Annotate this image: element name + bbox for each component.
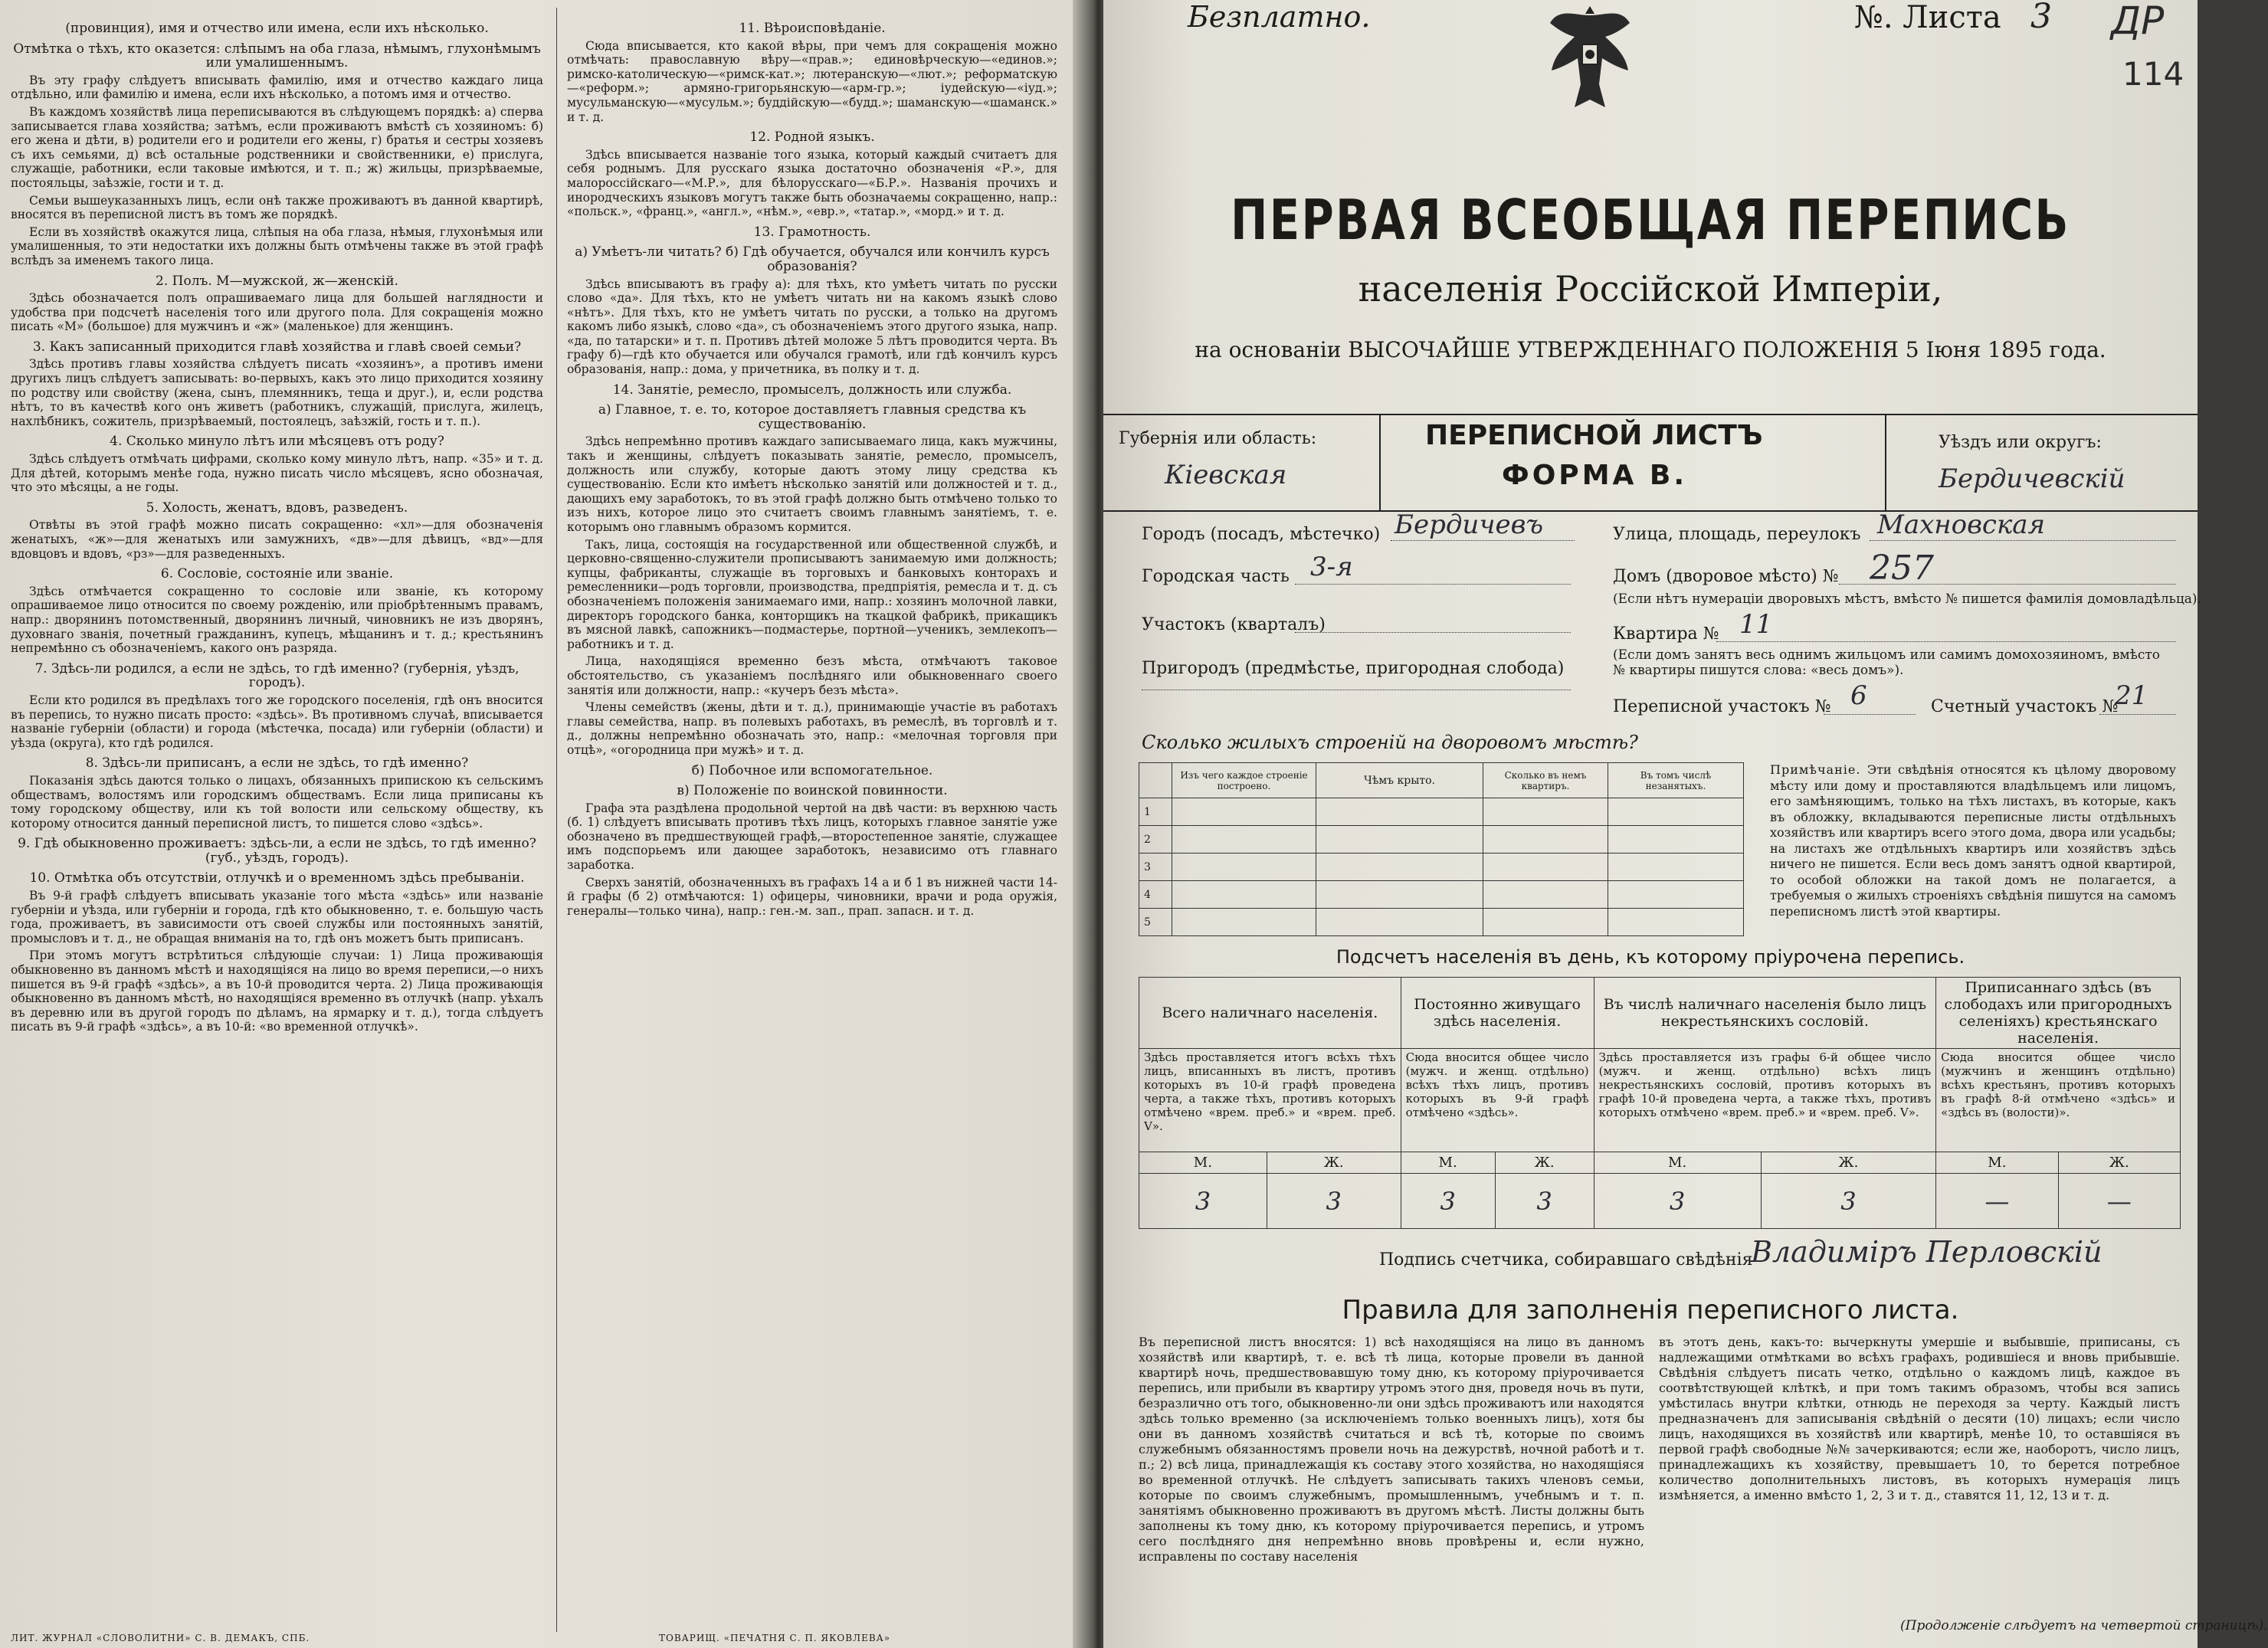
instruction-paragraph: Такъ, лица, состоящія на государственной или общественной службѣ, и церковно-священно-служители прописываютъ занимаемую ими должность; купцы, фабриканты, служащіе въ торговыхъ и банковыхъ конторахъ и ремесленники—родъ торговли, производства, предпріятія, ремесла и т. д. съ обозначеніемъ положенія занимаемаго ими, напр.: хозяинъ молочной лавки, директоръ городского банка, конторщикъ на ткацкой фабрикѣ, прикащикъ въ мясной лавкѣ, сапожникъ—подмастерье, портной—ученикъ, землекопъ—работникъ и т. д. bbox=[567, 537, 1057, 651]
buildings-table-row bbox=[1139, 853, 1744, 881]
bld-header-vacant: Въ томъ числѣ незанятыхъ. bbox=[1608, 763, 1744, 798]
ulitsa-value: Махновская bbox=[1877, 509, 2046, 540]
instruction-paragraph: Здѣсь вписывается названіе того языка, который каждый считаетъ для себя роднымъ. Для русскаго языка достаточно обозначенія «Р.», для малороссійскаго—«М.Р.», для бѣлорусскаго—«Б.Р.». Названія прочихъ и инородческихъ языковъ могутъ также быть обозначаемы сокращенно, напр.: «польск.», «франц.», «англ.», «нѣм.», «евр.», «татар.», «морд.» и т. д. bbox=[567, 147, 1057, 219]
rules-text-right: въ этотъ день, какъ-то: вычеркнуты умершіе и выбывшіе, приписаны, съ надлежащими отмѣтками во всѣхъ графахъ, родившіеся и вновь прибывшіе. Свѣдѣнія слѣдуетъ писать четко, отдѣльно о каждомъ лицѣ, каждое въ соотвѣтствующей клѣткѣ, и при томъ такимъ образомъ, чтобы вся запись умѣстилась внутри клѣтки, отнюдь не переходя за черту. Каждый листъ предназначенъ для записыванія свѣдѣній о десяти (10) лицахъ; если число лицъ, находящихся въ хозяйствѣ или квартирѣ, менѣе 10, то оставшіяся въ первой графѣ свободные №№ зачеркиваются; если же, наоборотъ, число лицъ, принадлежащихъ къ хозяйству, превышаетъ 10, то берется потребное количество дополнительныхъ листовъ, въ которыхъ нумерація лицъ измѣняется, а именно вмѣсто 1, 2, 3 и т. д., ставятся 11, 12, 13 и т. д. bbox=[1659, 1335, 2180, 1502]
dom-label: Домъ (дворовое мѣсто) № bbox=[1613, 567, 1839, 586]
schet-uchastok-blank bbox=[2099, 714, 2176, 715]
count-present-female: 3 bbox=[1267, 1174, 1401, 1229]
uchastok-blank bbox=[1295, 632, 1571, 633]
buildings-table-header bbox=[1139, 763, 1744, 798]
bld-row-number: 4 bbox=[1139, 881, 1172, 909]
gorod-blank bbox=[1391, 540, 1575, 541]
instruction-heading: 12. Родной языкъ. bbox=[749, 129, 875, 146]
population-count-table bbox=[1139, 977, 2181, 1229]
kvartira-note: (Если домъ занятъ весь однимъ жильцомъ или самимъ домохозяиномъ, вмѣсто № квартиры пишутся слова: «весь домъ»). bbox=[1613, 647, 2161, 678]
count-col-body-present: Здѣсь проставляется итогъ всѣхъ тѣхъ лицъ, вписанныхъ въ листъ, противъ которыхъ въ 10-й графѣ проведена черта, а также тѣхъ, противъ которыхъ отмѣчено «врем. преб.» и «врем. преб. V». bbox=[1139, 1049, 1401, 1152]
buildings-note-text: Эти свѣдѣнія относятся къ цѣлому дворовому мѣсту или дому и проставляются владѣльцемъ или лицомъ, его замѣняющимъ, только на тѣхъ листахъ, въ которые, какъ въ обложку, вкладываются переписные листы отдѣльныхъ хозяйствъ или квартиръ всего этого дома, двора или усадьбы; на листахъ же отдѣльныхъ квартиръ или хозяйствъ здѣсь ничего не пишется. Если весь домъ занятъ одной квартирой, то особой обложки на такой домъ не полагается, а требуемыя о жилыхъ строеніяхъ свѣдѣнія пишутся на самомъ переписномъ листѣ этой квартиры. bbox=[1770, 762, 2177, 919]
rules-text-left: Въ переписной листъ вносятся: 1) всѣ находящіяся на лицо въ данномъ хозяйствѣ или квартирѣ, т. е. всѣ тѣ лица, которые провели въ данной квартирѣ ночь, предшествовавшую тому дню, къ которому пріурочивается перепись, или прибыли въ квартиру утромъ этого дня, проведя ночь въ пути, безразлично отъ того, обыкновенно-ли они здѣсь проживаютъ или находятся здѣсь только временно (за исключеніемъ только военныхъ лицъ), хотя бы они въ данномъ хозяйствѣ считаться и всѣ тѣ, которые по своимъ служебнымъ обязанностямъ провели ночь на дежурствѣ, ночной работѣ и т. п.; 2) всѣ лица, принадлежащія къ составу этого хозяйства, но находящіяся во временной отлучкѣ. Не слѣдуетъ записывать такихъ членовъ семьи, которые по своимъ служебнымъ, промышленнымъ, учебнымъ и т. п. занятіямъ обыкновенно проживаютъ въ другомъ мѣстѣ. Листы должны быть заполнены къ тому дню, къ которому пріурочивается перепись, и утромъ сего послѣдняго дня непремѣнно вновь провѣрены и, если нужно, исправлены по составу населенія bbox=[1139, 1335, 1644, 1564]
form-letter: ФОРМА В. bbox=[1502, 460, 1688, 491]
buildings-note-title: Примѣчаніе. bbox=[1770, 762, 1861, 777]
count-header-row bbox=[1139, 978, 2181, 1049]
male-label: М. bbox=[1594, 1152, 1761, 1174]
enumerator-signature: Владиміръ Перловскій bbox=[1751, 1235, 2102, 1269]
sheet-number-value: 3 bbox=[2030, 0, 2052, 36]
instruction-heading: в) Положеніе по воинской повинности. bbox=[677, 783, 948, 799]
form-sheet-title: ПЕРЕПИСНОЙ ЛИСТЪ bbox=[1425, 420, 1763, 451]
bld-header-apartments: Сколько въ немъ квартиръ. bbox=[1483, 763, 1608, 798]
count-values-row bbox=[1139, 1174, 2181, 1229]
instruction-paragraph: Лица, находящіяся временно безъ мѣста, отмѣчаютъ таковое обстоятельство, съ указаніемъ послѣдняго или обыкновеннаго своего занятія или должности, напр.: «кучеръ безъ мѣста». bbox=[567, 654, 1057, 697]
instruction-heading: 6. Сословіе, состояніе или званіе. bbox=[160, 566, 394, 582]
chast-label: Городская часть bbox=[1142, 567, 1290, 586]
schet-uchastok-label: Счетный участокъ № bbox=[1931, 697, 2119, 716]
buildings-note bbox=[1770, 762, 2176, 919]
count-permanent-male: 3 bbox=[1401, 1174, 1495, 1229]
form-subtitle: населенія Россійской Имперіи, bbox=[1358, 268, 1943, 310]
bld-header-material: Изъ чего каждое строеніе построено. bbox=[1172, 763, 1316, 798]
perep-uchastok-label: Переписной участокъ № bbox=[1613, 697, 1831, 716]
legal-basis: на основаніи ВЫСОЧАЙШЕ УТВЕРЖДЕННАГО ПОЛОЖЕНІЯ 5 Іюня 1895 года. bbox=[1195, 337, 2106, 362]
instruction-heading: (провинция), имя и отчество или имена, если ихъ нѣсколько. bbox=[65, 21, 489, 36]
instruction-paragraph: Если кто родился въ предѣлахъ того же городского поселенія, гдѣ онъ вносится въ перепись, то нужно писать просто: «здѣсь». Въ противномъ случаѣ, вписывается названіе губерніи (области) и города (мѣстечка, посада) или губерніи (области) и уѣзда (округа), кто гдѣ родился. bbox=[11, 693, 543, 750]
dom-value: 257 bbox=[1870, 549, 1934, 588]
instruction-paragraph: Отвѣты въ этой графѣ можно писать сокращенно: «хл»—для обозначенія женатыхъ, «ж»—для женатыхъ или замужнихъ, «дв»—для дѣвицъ, «вд»—для вдовцовъ и вдовъ, «рз»—для разведенныхъ. bbox=[11, 518, 543, 561]
count-col-head-permanent: Постоянно живущаго здѣсь населенія. bbox=[1401, 978, 1594, 1049]
instruction-paragraph: Здѣсь обозначается полъ опрашиваемаго лица для большей наглядности и удобства при подсчетѣ населенія того или другого пола. Для сокращенія можно писать «М» (большое) для мужчинъ и «ж» (маленькое) для женщинъ. bbox=[11, 291, 543, 334]
buildings-table-row bbox=[1139, 909, 1744, 936]
instruction-paragraph: Семьи вышеуказанныхъ лицъ, если онѣ также проживаютъ въ данной квартирѣ, вносятся въ переписной листъ въ томъ же порядкѣ. bbox=[11, 193, 543, 222]
schet-uchastok-value: 21 bbox=[2115, 680, 2148, 711]
instruction-heading: 13. Грамотность. bbox=[753, 224, 871, 240]
instruction-paragraph: Сверхъ занятій, обозначенныхъ въ графахъ 14 а и б 1 въ нижней части 14-й графы (б 2) отмѣчаются: 1) офицеры, чиновники, врачи и рода оружія, генералы—только чина), напр.: ген.-м. зап., прап. запасн. и т. д. bbox=[567, 875, 1057, 918]
count-col-body-noncrestyan: Здѣсь проставляется изъ графы 6-й общее число (мужч. и женщ. отдѣльно) всѣхъ лицъ некрестьянскихъ сословій, противъ которыхъ въ графѣ 10-й проведена черта, а также тѣхъ, противъ которыхъ отмѣчено «врем. преб.» и «врем. преб. V». bbox=[1594, 1049, 1936, 1152]
count-col-head-crestyan: Приписаннаго здѣсь (въ слободахъ или пригородныхъ селеніяхъ) крестьянскаго населенія. bbox=[1936, 978, 2181, 1049]
instruction-heading: 7. Здѣсь-ли родился, а если не здѣсь, то гдѣ именно? (губернія, уѣздъ, городъ). bbox=[34, 660, 519, 691]
instruction-paragraph: Въ каждомъ хозяйствѣ лица переписываются въ слѣдующемъ порядкѣ: а) сперва записывается глава хозяйства; затѣмъ, если проживаютъ вмѣстѣ съ хозяиномъ: б) его жена и дѣти, в) родители его и родители его жены, г) братья и сестры хозяевъ съ ихъ семьями, д) всѣ остальные родственники и свойственники, е) прислуга, служащіе, работники, если таковые имѣются, и т. п.; ж) жильцы, призрѣваемые, постояльцы, заѣзжіе, гости и т. д. bbox=[11, 104, 543, 190]
free-label: Безплатно. bbox=[1188, 0, 1371, 34]
sheet-number-label: №. Листа bbox=[1854, 0, 2001, 35]
female-label: Ж. bbox=[2058, 1152, 2180, 1174]
header-divider-left bbox=[1379, 414, 1381, 510]
uezd-value: Бердичевскій bbox=[1939, 464, 2125, 494]
ulitsa-label: Улица, площадь, переулокъ bbox=[1613, 525, 1861, 544]
instruction-heading: 9. Гдѣ обыкновенно проживаетъ: здѣсь-ли, а если не здѣсь, то гдѣ именно? (губ., уѣздъ, городъ). bbox=[18, 836, 536, 866]
archive-pencil-mark: ДР bbox=[2111, 0, 2165, 43]
column-divider bbox=[556, 8, 557, 1632]
instruction-paragraph: Здѣсь противъ главы хозяйства слѣдуетъ писать «хозяинъ», а противъ имени другихъ лицъ слѣдуетъ записывать: во-первыхъ, какъ это лицо приходится хозяину по родству или свойству (жена, сынъ, племянникъ, теща и друг.), и, если родства нѣтъ, то въ качествѣ кого онъ живетъ (работникъ, служащій, прислуга, жилецъ, нахлѣбникъ, сожитель, призрѣваемый, постоялецъ, заѣзжій, гость и т. п.). bbox=[11, 357, 543, 428]
bld-row-number: 1 bbox=[1139, 798, 1172, 826]
uchastok-label: Участокъ (кварталъ) bbox=[1142, 615, 1326, 634]
instruction-paragraph: Здѣсь отмѣчается сокращенно то сословіе или званіе, къ которому опрашиваемое лицо относится по своему рожденію, или пріобрѣтеннымъ правамъ, напр.: дворянинъ потомственный, дворянинъ личный, чиновникъ не изъ дворянъ, духовнаго званія, почетный гражданинъ, купецъ, мѣщанинъ и т. д.; крестьянинъ непремѣнно съ обозначеніемъ, какого онъ разряда. bbox=[11, 584, 543, 656]
guberniya-value: Кіевская bbox=[1165, 460, 1287, 490]
instruction-paragraph: Въ эту графу слѣдуетъ вписывать фамилію, имя и отчество каждаго лица отдѣльно, или фамилію и имена, если ихъ нѣсколько, а потомъ имя и отчество. bbox=[11, 73, 543, 102]
count-col-body-crestyan: Сюда вносится общее число (мужчинъ и женщинъ отдѣльно) всѣхъ крестьянъ, противъ которыхъ въ графѣ 8-й отмѣчено «здѣсь» и «здѣсь въ (волости)». bbox=[1936, 1049, 2181, 1152]
instruction-heading: 11. Вѣроисповѣданіе. bbox=[739, 21, 886, 36]
archive-folio-number: 114 bbox=[2122, 55, 2184, 93]
instruction-heading: а) Главное, т. е. то, которое доставляетъ главныя средства къ существованію. bbox=[598, 402, 1027, 432]
bld-row-number: 5 bbox=[1139, 909, 1172, 936]
count-col-head-noncrestyan: Въ числѣ наличнаго населенія было лицъ некрестьянскихъ сословій. bbox=[1594, 978, 1936, 1049]
uezd-label: Уѣздъ или округъ: bbox=[1939, 433, 2102, 452]
kvartira-label: Квартира № bbox=[1613, 624, 1719, 644]
rules-title: Правила для заполненія переписного листа. bbox=[1342, 1295, 1959, 1325]
instruction-paragraph: Графа эта раздѣлена продольной чертой на двѣ части: въ верхнюю часть (б. 1) слѣдуетъ вписывать противъ тѣхъ лицъ, которыхъ главное занятіе уже обозначено въ предшествующей графѣ,—второстепенное занятіе, служащее имъ подспорьемъ или дающее заработокъ, независимо отъ главнаго заработка. bbox=[567, 801, 1057, 873]
form-title: ПЕРВАЯ ВСЕОБЩАЯ ПЕРЕПИСЬ bbox=[1231, 188, 2070, 252]
perep-uchastok-value: 6 bbox=[1850, 680, 1867, 711]
perep-uchastok-blank bbox=[1824, 714, 1916, 715]
instruction-heading: 3. Какъ записанный приходится главѣ хозяйства и главѣ своей семьи? bbox=[32, 339, 522, 355]
instruction-heading: 14. Занятіе, ремесло, промыселъ, должность или служба. bbox=[612, 382, 1012, 398]
instruction-paragraph: Показанія здѣсь даются только о лицахъ, обязанныхъ припискою къ сельскимъ обществамъ, волостямъ или городскимъ обществамъ. Если лица приписаны къ тому городскому обществу, или къ той волости или сельскому обществу, къ которому относится данный переписной листъ, то пишется слово «здѣсь». bbox=[11, 773, 543, 831]
dom-note: (Если нѣтъ нумераціи дворовыхъ мѣстъ, вмѣсто № пишется фамилія домовладѣльца). bbox=[1613, 591, 2201, 607]
prigorod-label: Пригородъ (предмѣстье, пригородная слобода) bbox=[1142, 659, 1565, 678]
ulitsa-blank bbox=[1870, 540, 2176, 541]
printer-imprint-right: ТОВАРИЩ. «ПЕЧАТНЯ С. П. ЯКОВЛЕВА» bbox=[659, 1633, 891, 1643]
instruction-heading: б) Побочное или вспомогательное. bbox=[691, 762, 933, 778]
instruction-heading: 4. Сколько минуло лѣтъ или мѣсяцевъ отъ роду? bbox=[110, 434, 444, 450]
count-title: Подсчетъ населенія въ день, къ которому пріурочена перепись. bbox=[1336, 946, 1965, 968]
female-label: Ж. bbox=[1761, 1152, 1936, 1174]
count-permanent-female: 3 bbox=[1495, 1174, 1594, 1229]
instruction-heading: Отмѣтка о тѣхъ, кто оказется: слѣпымъ на оба глаза, нѣмымъ, глухонѣмымъ или умалишеннымъ. bbox=[13, 41, 541, 71]
buildings-table-row bbox=[1139, 826, 1744, 853]
census-form-page bbox=[1103, 0, 2268, 1648]
instruction-heading: 2. Полъ. М—мужской, ж—женскій. bbox=[156, 273, 398, 289]
instructions-column-right bbox=[567, 15, 1057, 1617]
instruction-paragraph: Члены семействъ (жены, дѣти и т. д.), принимающіе участіе въ работахъ главы семейства, напр. въ полевыхъ работахъ, въ ремеслѣ, въ торговлѣ и т. д., должны непремѣнно обозначать это, напр.: «мелочная торговля при отцѣ», «огородница при мужѣ» и т. д. bbox=[567, 700, 1057, 757]
gorod-value: Бердичевъ bbox=[1395, 509, 1544, 540]
guberniya-label: Губернія или область: bbox=[1119, 429, 1317, 448]
instructions-page bbox=[0, 0, 1088, 1648]
kvartira-value: 11 bbox=[1739, 609, 1773, 640]
instruction-paragraph: Въ 9-й графѣ слѣдуетъ вписывать указаніе того мѣста «здѣсь» или названіе губерніи и уѣзда, или губерніи и города, гдѣ кто обыкновенно, т. е. большую часть года, проживаетъ, въ зависимости отъ своей службы или постоянныхъ занятій, промысловъ и т. д., не обращая вниманія на то, гдѣ онъ можетъ быть приписанъ. bbox=[11, 889, 543, 945]
gorod-label: Городъ (посадъ, мѣстечко) bbox=[1142, 525, 1381, 544]
double-headed-eagle-emblem-icon bbox=[1544, 0, 1636, 123]
rules-continuation: (Продолженіе слѣдуетъ на четвертой страницѣ). bbox=[1900, 1618, 2268, 1633]
instruction-heading: 5. Холость, женатъ, вдовъ, разведенъ. bbox=[146, 500, 408, 516]
bld-row-number: 2 bbox=[1139, 826, 1172, 853]
header-top-rule bbox=[1103, 414, 2198, 415]
male-label: М. bbox=[1936, 1152, 2058, 1174]
instruction-paragraph: Здѣсь слѣдуетъ отмѣчать цифрами, сколько кому минуло лѣтъ, напр. «35» и т. д. Для дѣтей, которымъ менѣе года, нужно писать число мѣсяцевъ, ясно обозначая, что это мѣсяцы, а не годы. bbox=[11, 452, 543, 495]
count-noncrestyan-female: 3 bbox=[1761, 1174, 1936, 1229]
male-label: М. bbox=[1139, 1152, 1267, 1174]
instruction-heading: а) Умѣетъ-ли читать? б) Гдѣ обучается, обучался или кончилъ курсъ образованія? bbox=[575, 244, 1050, 274]
instruction-paragraph: При этомъ могутъ встрѣтиться слѣдующіе случаи: 1) Лица проживающія обыкновенно въ данномъ мѣстѣ и находящіяся на лицо во время переписи,—о нихъ пишется въ 9-й графѣ «здѣсь», а въ 10-й проводится черта. 2) Лица проживающія обыкновенно въ данномъ мѣстѣ, но находящіяся временно въ отлучкѣ (напр. уѣхалъ въ деревню или въ другой городъ по дѣламъ, на ярмарку и т. д.), тогда слѣдуетъ писать въ 9-й графѣ «здѣсь», а въ 10-й: «во временной отлучкѣ». bbox=[11, 949, 543, 1034]
count-noncrestyan-male: 3 bbox=[1594, 1174, 1761, 1229]
male-label: М. bbox=[1401, 1152, 1495, 1174]
printer-imprint-left: ЛИТ. ЖУРНАЛ «СЛОВОЛИТНИ» С. В. ДЕМАКЪ, СПБ. bbox=[11, 1633, 310, 1643]
instruction-heading: 8. Здѣсь-ли приписанъ, а если не здѣсь, то гдѣ именно? bbox=[85, 755, 469, 772]
count-present-male: 3 bbox=[1139, 1174, 1267, 1229]
buildings-table-row bbox=[1139, 798, 1744, 826]
buildings-question: Сколько жилыхъ строеній на дворовомъ мѣстѣ? bbox=[1142, 732, 1638, 753]
header-divider-right bbox=[1885, 414, 1886, 510]
chast-blank bbox=[1295, 584, 1571, 585]
count-sex-row bbox=[1139, 1152, 2181, 1174]
female-label: Ж. bbox=[1495, 1152, 1594, 1174]
instruction-paragraph: Здѣсь непремѣнно противъ каждаго записываемаго лица, какъ мужчины, такъ и женщины, слѣдуетъ показывать занятіе, ремесло, промыселъ, должность или службу, которые даютъ этому лицу средства къ существованію. Если кто имѣетъ нѣсколько занятій или должностей и т. д., дающихъ ему заработокъ, то въ этой графѣ должно быть отмѣчено только то изъ нихъ, которое лицо это считаетъ своимъ главнымъ занятіемъ, т. е. которымъ оно главнымъ образомъ кормится. bbox=[567, 434, 1057, 534]
count-col-head-present: Всего наличнаго населенія. bbox=[1139, 978, 1401, 1049]
instruction-paragraph: Здѣсь вписываютъ въ графу а): для тѣхъ, кто умѣетъ читать по русски слово «да». Для тѣхъ, кто не умѣетъ читать ни на какомъ языкѣ слово «нѣтъ». Для тѣхъ, кто не умѣетъ читать по русски, а только на другомъ какомъ либо языкѣ, слово «да», съ обозначеніемъ этого другого языка, напр. «да, по татарски» и т. п. Противъ дѣтей моложе 5 лѣтъ проводится черта. Въ графу б)—гдѣ кто обучается или обучался грамотѣ, или гдѣ кончилъ курсъ образованія, напр.: дома, у причетника, въ полку и т. д. bbox=[567, 277, 1057, 377]
female-label: Ж. bbox=[1267, 1152, 1401, 1174]
count-crestyan-female: — bbox=[2058, 1174, 2180, 1229]
chast-value: 3-я bbox=[1310, 552, 1353, 582]
buildings-table bbox=[1139, 762, 1744, 936]
count-instructions-row bbox=[1139, 1049, 2181, 1152]
signature-label: Подпись счетчика, собиравшаго свѣдѣнія bbox=[1379, 1250, 1753, 1270]
count-col-body-permanent: Сюда вносится общее число (мужч. и женщ. отдѣльно) всѣхъ тѣхъ лицъ, противъ которыхъ въ 9-й графѣ отмѣчено «здѣсь». bbox=[1401, 1049, 1594, 1152]
bld-row-number: 3 bbox=[1139, 853, 1172, 881]
instruction-heading: 10. Отмѣтка объ отсутствіи, отлучкѣ и о временномъ здѣсь пребываніи. bbox=[29, 870, 525, 886]
kvartira-blank bbox=[1716, 641, 2176, 642]
instruction-paragraph: Сюда вписывается, кто какой вѣры, при чемъ для сокращенія можно отмѣчать: православную вѣру—«прав.»; единовѣрческую—«единов.»; римско-католическую—«римск-кат.»; лютеранскую—«лют.»; реформатскую—«реформ.»; армяно-григорьянскую—«арм-гр.»; іудейскую—«іуд.»; мусульманскую—«мусульм.»; буддійскую—«будд.»; шаманскую—«шаманск.» и т. д. bbox=[567, 38, 1057, 124]
instruction-paragraph: Если въ хозяйствѣ окажутся лица, слѣпыя на оба глаза, нѣмыя, глухонѣмыя или умалишенныя, то эти недостатки ихъ должны быть отмѣчены также въ этой графѣ вслѣдъ за именемъ такого лица. bbox=[11, 224, 543, 267]
count-crestyan-male: — bbox=[1936, 1174, 2058, 1229]
instructions-column-left bbox=[11, 15, 543, 1617]
buildings-table-row bbox=[1139, 881, 1744, 909]
bld-header-roof: Чѣмъ крыто. bbox=[1316, 763, 1483, 798]
